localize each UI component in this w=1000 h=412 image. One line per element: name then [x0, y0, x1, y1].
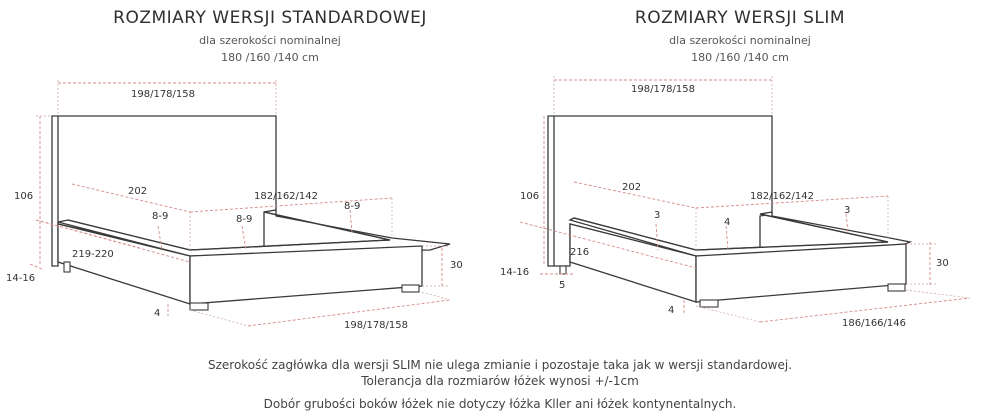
note-tolerance: Tolerancja dla rozmiarów łóżek wynosi +/-1cm — [361, 374, 639, 388]
standard-dim-frame-height: 30 — [450, 260, 463, 271]
standard-dim-total-width: 198/178/158 — [344, 320, 408, 331]
slim-subtitle: dla szerokości nominalnej — [669, 34, 811, 47]
slim-dim-headboard-depth: 14-16 — [500, 267, 530, 278]
slim-leg — [888, 284, 905, 291]
standard-dim-leg-height: 4 — [154, 308, 161, 319]
standard-leg — [190, 303, 208, 310]
slim-dim-leg-height: 4 — [668, 305, 675, 316]
standard-dim-headboard-depth: 14-16 — [6, 273, 36, 284]
standard-dim-side-3: 8-9 — [344, 201, 361, 212]
note-side-thickness: Dobór grubości boków łóżek nie dotyczy łóżka Kller ani łóżek kontynentalnych. — [263, 397, 737, 411]
standard-widths: 180 /160 /140 cm — [221, 51, 319, 64]
standard-dim-side-1: 8-9 — [152, 211, 169, 222]
slim-dim-foot-offset: 5 — [559, 280, 566, 291]
standard-frame-front — [190, 246, 422, 304]
standard-dim-length: 202 — [128, 186, 148, 197]
slim-dim-total-width: 186/166/146 — [842, 318, 906, 329]
slim-dim-frame-height: 30 — [936, 258, 949, 269]
slim-widths: 180 /160 /140 cm — [691, 51, 789, 64]
standard-dim-side-2: 8-9 — [236, 214, 253, 225]
slim-dim-side-2: 4 — [724, 217, 731, 228]
standard-subtitle: dla szerokości nominalnej — [199, 34, 341, 47]
standard-leg — [64, 262, 70, 272]
standard-leg — [402, 285, 419, 292]
standard-dim-height: 106 — [14, 191, 34, 202]
slim-title: ROZMIARY WERSJI SLIM — [634, 8, 846, 28]
standard-title: ROZMIARY WERSJI STANDARDOWEJ — [113, 8, 427, 28]
slim-dim-side-3: 3 — [844, 205, 851, 216]
slim-leg — [700, 300, 718, 307]
standard-bed — [30, 80, 450, 326]
slim-dim-inner-width: 182/162/142 — [750, 191, 814, 202]
slim-dim-length: 202 — [622, 182, 642, 193]
slim-dim-height: 106 — [520, 191, 540, 202]
standard-dim-total-length: 219-220 — [72, 249, 114, 260]
slim-dim-headboard-width: 198/178/158 — [631, 84, 695, 95]
slim-bed — [520, 76, 970, 322]
slim-leg — [560, 266, 566, 274]
standard-dim-inner-width: 182/162/142 — [254, 191, 318, 202]
slim-dim-side-1: 3 — [654, 210, 661, 221]
standard-dim-headboard-width: 198/178/158 — [131, 89, 195, 100]
slim-dim-total-length: 216 — [570, 247, 590, 258]
note-slim-headboard: Szerokość zagłówka dla wersji SLIM nie ulega zmianie i pozostaje taka jak w wersji standardowej. — [207, 358, 793, 372]
